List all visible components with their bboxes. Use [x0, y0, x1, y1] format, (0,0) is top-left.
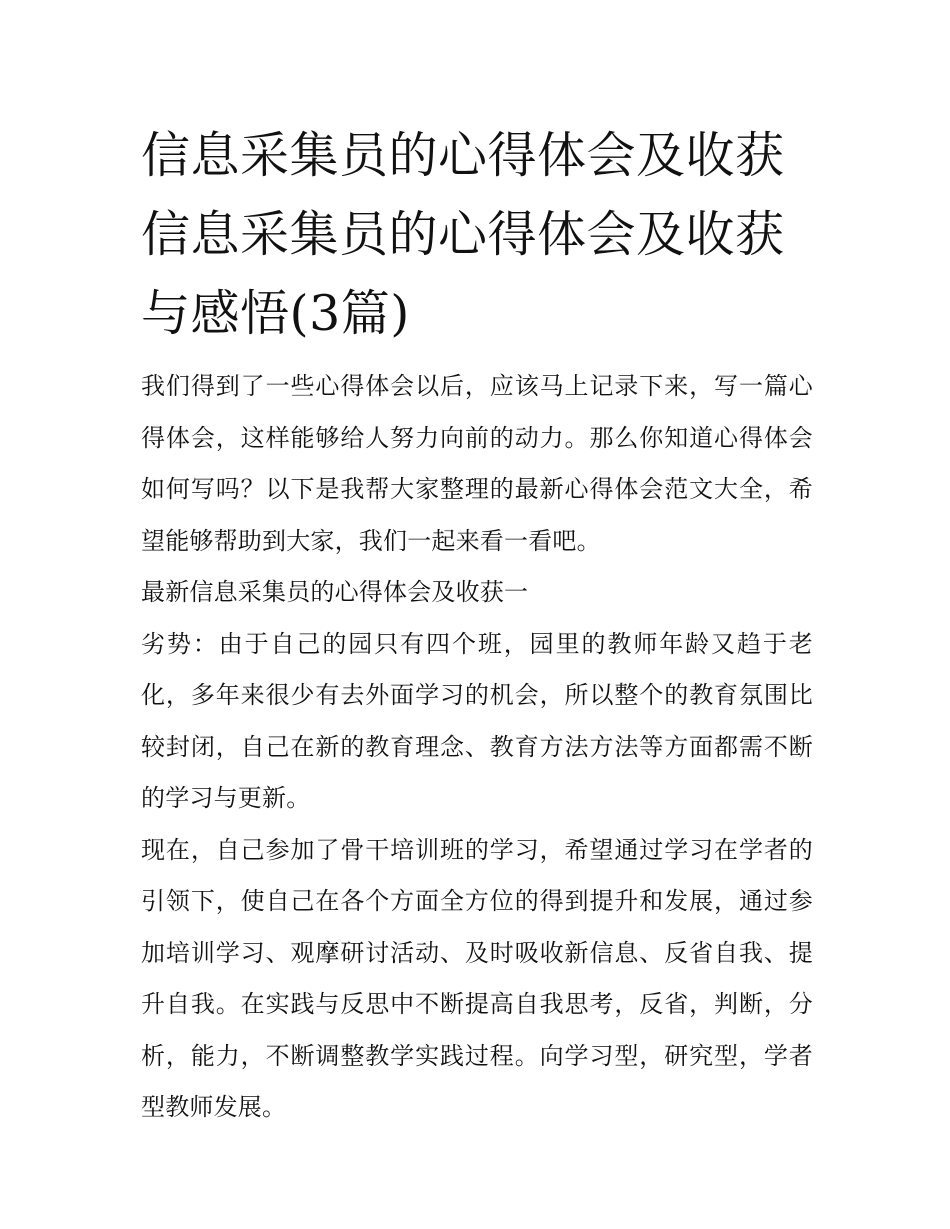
body-paragraph: 劣势：由于自己的园只有四个班，园里的教师年龄又趋于老化，多年来很少有去外面学习的机会，所以整个的教育氛围比较封闭，自己在新的教育理念、教育方法方法等方面都需不断的学习与更新。	[141, 629, 813, 812]
document-title: 信息采集员的心得体会及收获信息采集员的心得体会及收获与感悟(3篇)	[141, 127, 785, 342]
document-body	[141, 116, 813, 1134]
body-paragraph: 现在，自己参加了骨干培训班的学习，希望通过学习在学者的引领下，使自己在各个方面全方位的得到提升和发展，通过参加培训学习、观摩研讨活动、及时吸收新信息、反省自我、提升自我。在实践与反思中不断提高自我思考，反省，判断，分析，能力，不断调整教学实践过程。向学习型，研究型，学者型教师发展。	[141, 835, 813, 1121]
intro-paragraph: 我们得到了一些心得体会以后，应该马上记录下来，写一篇心得体会，这样能够给人努力向前的动力。那么你知道心得体会如何写吗？以下是我帮大家整理的最新心得体会范文大全，希望能够帮助到大家，我们一起来看一看吧。	[141, 372, 813, 555]
section-heading: 最新信息采集员的心得体会及收获一	[141, 578, 529, 606]
